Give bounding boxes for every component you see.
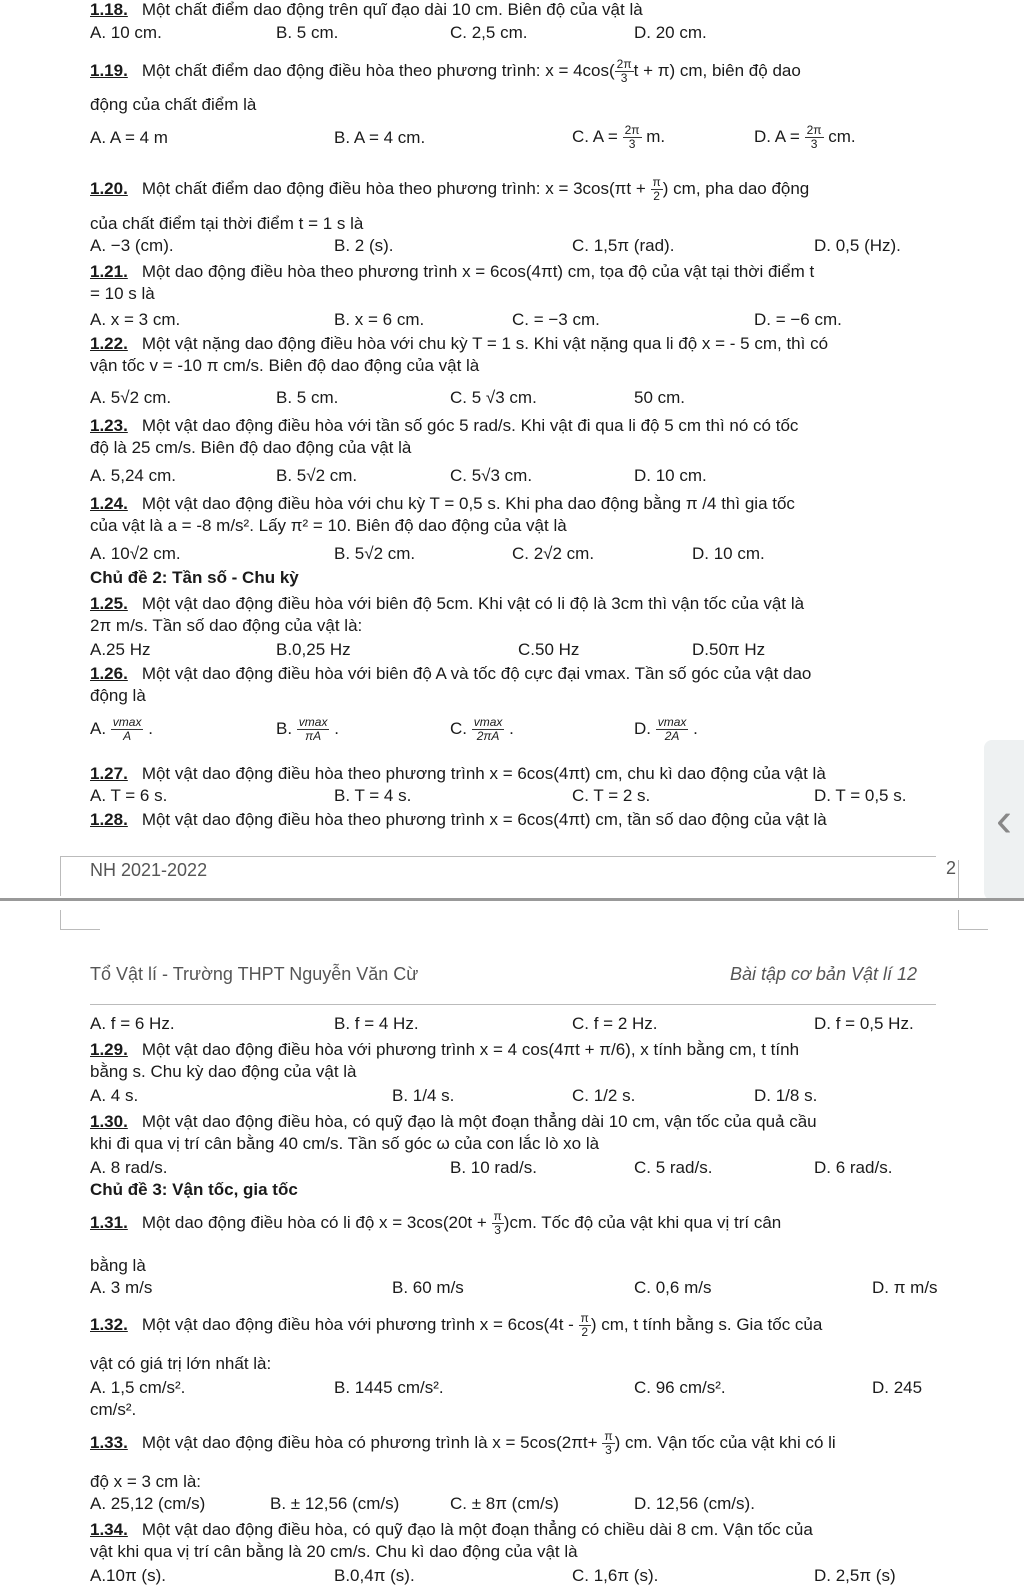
fraction bbox=[472, 716, 505, 743]
fraction-denominator: 3 bbox=[810, 137, 818, 151]
question-1-26 bbox=[90, 664, 811, 684]
answer-a: A. 5,24 cm. bbox=[90, 466, 176, 485]
question-text: Một vật dao động điều hòa với chu kỳ T = 0,5 s. Khi pha dao động bằng π /4 thì gia tốc bbox=[141, 494, 795, 513]
fraction bbox=[651, 176, 663, 203]
question-number: 1.18. bbox=[90, 0, 128, 19]
header-corner-right-h bbox=[958, 929, 988, 930]
answer-d: 50 cm. bbox=[634, 388, 686, 407]
chevron-left-icon: ‹ bbox=[996, 793, 1012, 847]
question-number: 1.20. bbox=[90, 178, 128, 198]
header-corner-left-h bbox=[60, 929, 100, 930]
answer-suffix: m. bbox=[641, 126, 666, 146]
answer-c: C. $\frac{vmax}{2\pi A}$ . bbox=[450, 715, 514, 743]
question-1-18 bbox=[90, 0, 643, 20]
answer-a: A. f = 6 Hz. bbox=[90, 1014, 175, 1033]
answer-prefix: C. A = bbox=[572, 126, 623, 146]
fraction-numerator: vmax bbox=[473, 715, 503, 729]
question-text: Một chất điểm dao động trên quĩ đạo dài 10 cm. Biên độ của vật là bbox=[141, 0, 643, 19]
footer-divider bbox=[60, 856, 936, 857]
question-1-30 bbox=[90, 1112, 817, 1132]
answer-d: D. π m/s bbox=[872, 1278, 938, 1297]
answer-a: A. 10√2 cm. bbox=[90, 544, 181, 563]
question-text: Một vật dao động điều hòa với biên độ A và tốc độ cực đại vmax. Tần số góc của vật dao bbox=[141, 664, 812, 683]
question-number: 1.32. bbox=[90, 1314, 128, 1334]
answer-c: C. 2√2 cm. bbox=[512, 544, 595, 563]
answer-prefix: B. bbox=[276, 718, 293, 738]
answer-c: C. 5√3 cm. bbox=[450, 466, 533, 485]
fraction bbox=[492, 1210, 504, 1237]
question-text-line: độ là 25 cm/s. Biên độ dao động của vật là bbox=[90, 438, 412, 457]
answer-b: B.0,4π (s). bbox=[334, 1566, 415, 1585]
answer-prefix: A. bbox=[90, 718, 107, 738]
question-text: Một vật dao động điều hòa theo phương trình x = 6cos(4πt) cm, chu kì dao động của vật là bbox=[141, 764, 826, 783]
topic-heading: Chủ đề 3: Vận tốc, gia tốc bbox=[90, 1180, 298, 1199]
fraction-numerator: 2π bbox=[624, 123, 640, 137]
footer-school-year: NH 2021-2022 bbox=[90, 860, 208, 880]
footer-divider-left bbox=[60, 856, 61, 896]
answer-b: B. f = 4 Hz. bbox=[334, 1014, 419, 1033]
question-text: Một vật nặng dao động điều hòa với chu kỳ T = 1 s. Khi vật nặng qua li độ x = - 5 cm, thì có bbox=[141, 334, 829, 353]
answer-a: A. A = 4 m bbox=[90, 128, 168, 147]
answer-d: D. $\frac{vmax}{2A}$ . bbox=[634, 715, 698, 743]
question-text: Một vật dao động điều hòa với phương trình x = 4 cos(4πt + π/6), x tính bằng cm, t tính bbox=[141, 1040, 800, 1059]
answer-b: B. x = 6 cm. bbox=[334, 310, 425, 329]
fraction-denominator: 3 bbox=[628, 137, 636, 151]
fraction-denominator: 3 bbox=[494, 1223, 501, 1237]
answer-b: B. $\frac{vmax}{\pi A}$ . bbox=[276, 715, 339, 743]
answer-d: D. 2,5π (s) bbox=[814, 1566, 896, 1585]
question-text-line: động là bbox=[90, 686, 146, 705]
fraction-denominator: 2A bbox=[664, 729, 680, 743]
answer-c: C. 2,5 cm. bbox=[450, 23, 528, 42]
answer-c: C. 1/2 s. bbox=[572, 1086, 636, 1105]
answer-suffix: cm. bbox=[823, 126, 856, 146]
question-text-line: 2π m/s. Tần số dao động của vật là: bbox=[90, 616, 363, 635]
answer-prefix: C. bbox=[450, 718, 467, 738]
question-text-cont: ) cm, pha dao động bbox=[662, 178, 810, 198]
answer-c: C. f = 2 Hz. bbox=[572, 1014, 658, 1033]
question-text-line: vật khi qua vị trí cân bằng là 20 cm/s. Chu kì dao động của vật là bbox=[90, 1542, 578, 1561]
fraction bbox=[602, 1430, 614, 1457]
fraction bbox=[615, 58, 634, 85]
fraction bbox=[656, 716, 689, 743]
answer-c: C. ± 8π (cm/s) bbox=[450, 1494, 559, 1513]
question-number: 1.34. bbox=[90, 1520, 128, 1539]
question-1-20 bbox=[90, 176, 809, 203]
question-number: 1.25. bbox=[90, 594, 128, 613]
fraction-numerator: π bbox=[493, 1209, 502, 1223]
fraction-numerator: 2π bbox=[616, 57, 632, 71]
fraction-denominator: 2 bbox=[581, 1325, 589, 1339]
answer-a: A. T = 6 s. bbox=[90, 786, 168, 805]
answer-b: B. ± 12,56 (cm/s) bbox=[270, 1494, 400, 1513]
answer-b: B. 60 m/s bbox=[392, 1278, 464, 1297]
question-1-24 bbox=[90, 494, 795, 514]
answer-d: D. 6 rad/s. bbox=[814, 1158, 893, 1177]
question-number: 1.24. bbox=[90, 494, 128, 513]
question-text-line: = 10 s là bbox=[90, 284, 155, 303]
answer-b: B. T = 4 s. bbox=[334, 786, 412, 805]
answer-c: C. 0,6 m/s bbox=[634, 1278, 712, 1297]
answer-c: C.50 Hz bbox=[518, 640, 580, 659]
question-number: 1.28. bbox=[90, 810, 128, 829]
question-1-31 bbox=[90, 1210, 781, 1237]
fraction-numerator: vmax bbox=[112, 715, 142, 729]
question-text: Một vật dao động điều hòa với biên độ 5cm. Khi vật có li độ là 3cm thì vận tốc của vật là bbox=[141, 594, 805, 613]
fraction-denominator: A bbox=[123, 729, 132, 743]
question-1-28 bbox=[90, 810, 827, 830]
answer-a: A. x = 3 cm. bbox=[90, 310, 181, 329]
question-1-32 bbox=[90, 1312, 822, 1339]
question-1-25 bbox=[90, 594, 804, 614]
question-number: 1.33. bbox=[90, 1432, 128, 1452]
answer-c: C. 1,6π (s). bbox=[572, 1566, 659, 1585]
question-1-34 bbox=[90, 1520, 813, 1540]
question-text: Một vật dao động điều hòa, có quỹ đạo là một đoạn thẳng dài 10 cm, vận tốc của quả cầu bbox=[141, 1112, 817, 1131]
question-1-33 bbox=[90, 1430, 836, 1457]
answer-a: A. 3 m/s bbox=[90, 1278, 153, 1297]
fraction-numerator: 2π bbox=[806, 123, 822, 137]
answer-d: D. T = 0,5 s. bbox=[814, 786, 907, 805]
header-corner-right bbox=[958, 910, 959, 930]
question-text-line: của chất điểm tại thời điểm t = 1 s là bbox=[90, 214, 364, 233]
question-text-line: bằng là bbox=[90, 1256, 146, 1275]
answer-d: D. 1/8 s. bbox=[754, 1086, 818, 1105]
answer-b: B. 5√2 cm. bbox=[276, 466, 358, 485]
answer-c: C. = −3 cm. bbox=[512, 310, 600, 329]
question-number: 1.26. bbox=[90, 664, 128, 683]
fraction-numerator: vmax bbox=[298, 715, 328, 729]
question-text-line: vận tốc v = -10 π cm/s. Biên độ dao động của vật là bbox=[90, 356, 480, 375]
answer-b: B. 1445 cm/s². bbox=[334, 1378, 444, 1397]
header-school: Tổ Vật lí - Trường THPT Nguyễn Văn Cừ bbox=[90, 964, 419, 984]
fraction-numerator: vmax bbox=[657, 715, 687, 729]
answer-c: C. 1,5π (rad). bbox=[572, 236, 675, 255]
fraction-numerator: π bbox=[652, 175, 661, 189]
answer-a: A. 25,12 (cm/s) bbox=[90, 1494, 206, 1513]
page-number: 2 bbox=[946, 858, 957, 878]
answer-a: A. 10 cm. bbox=[90, 23, 162, 42]
answer-c bbox=[572, 124, 665, 151]
question-number: 1.30. bbox=[90, 1112, 128, 1131]
answer-b: B. 2 (s). bbox=[334, 236, 394, 255]
fraction bbox=[805, 124, 824, 151]
fraction-denominator: 3 bbox=[605, 1443, 612, 1457]
answer-d: D. 10 cm. bbox=[634, 466, 707, 485]
answer-a: A.25 Hz bbox=[90, 640, 151, 659]
fraction bbox=[111, 716, 144, 743]
answer-prefix: D. bbox=[634, 718, 651, 738]
fraction-denominator: 2πA bbox=[476, 729, 500, 743]
fraction bbox=[623, 124, 642, 151]
question-text-line: độ x = 3 cm là: bbox=[90, 1472, 202, 1491]
question-text: Một vật dao động điều hòa với tần số góc 5 rad/s. Khi vật đi qua li độ 5 cm thì nó có tốc bbox=[141, 416, 799, 435]
question-text-line: vật có giá trị lớn nhất là: bbox=[90, 1354, 272, 1373]
question-text-line: động của chất điểm là bbox=[90, 95, 257, 114]
header-divider bbox=[90, 1004, 936, 1005]
question-text: Một chất điểm dao động điều hòa theo phương trình: x = 4cos( bbox=[141, 60, 615, 80]
answer-b: B.0,25 Hz bbox=[276, 640, 351, 659]
question-1-22 bbox=[90, 334, 828, 354]
header-corner-left bbox=[60, 910, 61, 930]
fraction-denominator: πA bbox=[305, 729, 322, 743]
question-text-cont: ) cm. Vận tốc của vật khi có li bbox=[614, 1432, 836, 1452]
answer-c: C. 5 rad/s. bbox=[634, 1158, 713, 1177]
answer-d: D. f = 0,5 Hz. bbox=[814, 1014, 914, 1033]
answer-b: B. 1/4 s. bbox=[392, 1086, 455, 1105]
fraction-denominator: 2 bbox=[653, 189, 660, 203]
answer-a: A. 4 s. bbox=[90, 1086, 139, 1105]
answer-a: A. 8 rad/s. bbox=[90, 1158, 168, 1177]
question-text-line: khi đi qua vị trí cân bằng 40 cm/s. Tần số góc ω của con lắc lò xo là bbox=[90, 1134, 600, 1153]
fraction-denominator: 3 bbox=[620, 71, 628, 85]
question-text: Một dao động điều hòa theo phương trình x = 6cos(4πt) cm, tọa độ của vật tại thời điểm t bbox=[141, 262, 815, 281]
question-number: 1.27. bbox=[90, 764, 128, 783]
question-text-cont: )cm. Tốc độ của vật khi qua vị trí cân bbox=[503, 1212, 782, 1232]
question-1-21 bbox=[90, 262, 814, 282]
answer-d-unit: cm/s². bbox=[90, 1400, 137, 1419]
answer-a: A.10π (s). bbox=[90, 1566, 166, 1585]
header-title: Bài tập cơ bản Vật lí 12 bbox=[730, 964, 917, 984]
fraction-numerator: π bbox=[604, 1429, 613, 1443]
footer-divider-right bbox=[958, 860, 959, 898]
answer-d: D. = −6 cm. bbox=[754, 310, 842, 329]
question-text: Một dao động điều hòa có li độ x = 3cos(20t + bbox=[141, 1212, 492, 1232]
answer-b: B. 5 cm. bbox=[276, 23, 339, 42]
fraction bbox=[579, 1312, 591, 1339]
fraction bbox=[297, 716, 330, 743]
question-text: Một chất điểm dao động điều hòa theo phương trình: x = 3cos(πt + bbox=[141, 178, 651, 198]
answer-b: B. 5 cm. bbox=[276, 388, 339, 407]
answer-c: C. 96 cm/s². bbox=[634, 1378, 726, 1397]
question-number: 1.22. bbox=[90, 334, 128, 353]
side-panel-toggle[interactable] bbox=[984, 740, 1024, 900]
question-number: 1.19. bbox=[90, 60, 128, 80]
answer-b: B. 10 rad/s. bbox=[450, 1158, 537, 1177]
answer-d: D. 245 bbox=[872, 1378, 923, 1397]
answer-c: C. T = 2 s. bbox=[572, 786, 651, 805]
question-text-cont: t + π) cm, biên độ dao bbox=[633, 60, 801, 80]
question-1-19 bbox=[90, 58, 801, 85]
question-text-line: bằng s. Chu kỳ dao động của vật là bbox=[90, 1062, 357, 1081]
question-text-cont: ) cm, t tính bằng s. Gia tốc của bbox=[590, 1314, 823, 1334]
question-1-23 bbox=[90, 416, 798, 436]
answer-d: D. 10 cm. bbox=[692, 544, 765, 563]
answer-a: A. 1,5 cm/s². bbox=[90, 1378, 186, 1397]
question-text: Một vật dao động điều hòa, có quỹ đạo là một đoạn thẳng có chiều dài 8 cm. Vận tốc của bbox=[141, 1520, 813, 1539]
question-number: 1.29. bbox=[90, 1040, 128, 1059]
question-text: Một vật dao động điều hòa theo phương trình x = 6cos(4πt) cm, tần số dao động của vật là bbox=[141, 810, 827, 829]
answer-a: A. 5√2 cm. bbox=[90, 388, 172, 407]
question-number: 1.23. bbox=[90, 416, 128, 435]
question-text-line: của vật là a = -8 m/s². Lấy π² = 10. Biên độ dao động của vật là bbox=[90, 516, 567, 535]
question-number: 1.21. bbox=[90, 262, 128, 281]
question-text: Một vật dao động điều hòa với phương trình x = 6cos(4t - bbox=[141, 1314, 579, 1334]
answer-a: A. $\frac{vmax}{A}$ . bbox=[90, 715, 153, 743]
question-1-29 bbox=[90, 1040, 799, 1060]
answer-c: C. 5 √3 cm. bbox=[450, 388, 537, 407]
answer-d bbox=[754, 124, 856, 151]
question-1-27 bbox=[90, 764, 826, 784]
answer-prefix: D. A = bbox=[754, 126, 805, 146]
topic-heading: Chủ đề 2: Tần số - Chu kỳ bbox=[90, 568, 299, 587]
question-number: 1.31. bbox=[90, 1212, 128, 1232]
answer-a: A. −3 (cm). bbox=[90, 236, 174, 255]
answer-b: B. A = 4 cm. bbox=[334, 128, 426, 147]
fraction-numerator: π bbox=[580, 1311, 589, 1325]
answer-d: D. 12,56 (cm/s). bbox=[634, 1494, 755, 1513]
answer-b: B. 5√2 cm. bbox=[334, 544, 416, 563]
answer-d: D. 0,5 (Hz). bbox=[814, 236, 901, 255]
question-text: Một vật dao động điều hòa có phương trình là x = 5cos(2πt+ bbox=[141, 1432, 603, 1452]
answer-d: D. 20 cm. bbox=[634, 23, 707, 42]
answer-d: D.50π Hz bbox=[692, 640, 766, 659]
